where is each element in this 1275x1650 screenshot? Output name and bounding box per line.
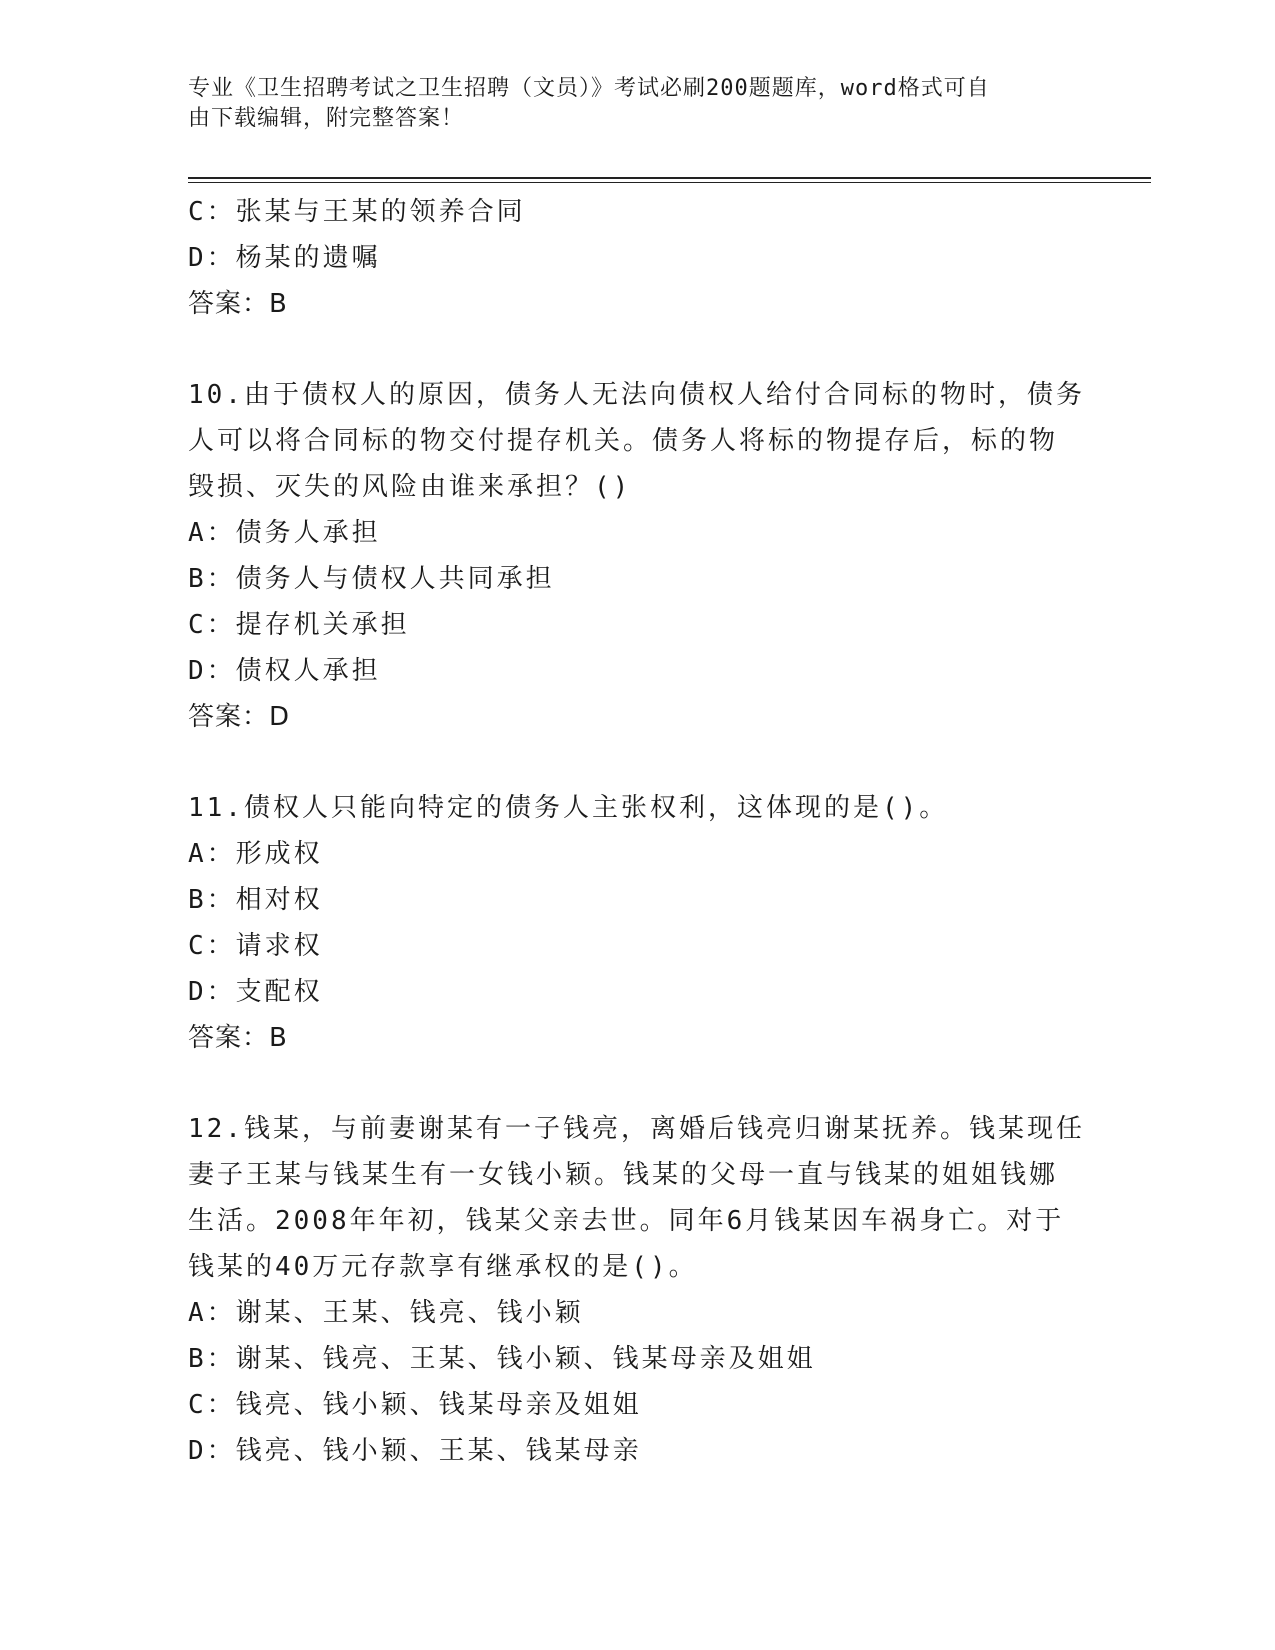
answer: 答案：B bbox=[188, 289, 288, 319]
question-stem-line: 妻子王某与钱某生有一女钱小颖。钱某的父母一直与钱某的姐姐钱娜 bbox=[188, 1160, 1059, 1190]
option-b: B：债务人与债权人共同承担 bbox=[188, 564, 555, 594]
answer: 答案：D bbox=[188, 702, 291, 732]
option-c: C：提存机关承担 bbox=[188, 610, 410, 640]
option-d: D：杨某的遗嘱 bbox=[188, 243, 381, 273]
spacer bbox=[188, 1061, 1088, 1106]
option-a: A：债务人承担 bbox=[188, 518, 381, 548]
option-c: C：钱亮、钱小颖、钱某母亲及姐姐 bbox=[188, 1390, 642, 1420]
question-9 bbox=[188, 189, 1088, 327]
question-stem-line: 毁损、灭失的风险由谁来承担？() bbox=[188, 472, 632, 502]
header-divider-thin bbox=[188, 182, 1151, 183]
option-b: B：谢某、钱亮、王某、钱小颖、钱某母亲及姐姐 bbox=[188, 1344, 816, 1374]
question-list bbox=[188, 189, 1088, 1474]
question-stem-line: 12.钱某，与前妻谢某有一子钱亮，离婚后钱亮归谢某抚养。钱某现任 bbox=[188, 1114, 1085, 1144]
option-c: C：张某与王某的领养合同 bbox=[188, 197, 526, 227]
option-a: A：形成权 bbox=[188, 839, 323, 869]
question-stem-line: 人可以将合同标的物交付提存机关。债务人将标的物提存后，标的物 bbox=[188, 426, 1059, 456]
question-10 bbox=[188, 372, 1088, 740]
spacer bbox=[188, 327, 1088, 372]
option-d: D：债权人承担 bbox=[188, 656, 381, 686]
header-line-1: 专业《卫生招聘考试之卫生招聘（文员）》考试必刷200题题库，word格式可自 bbox=[188, 76, 990, 101]
option-c: C：请求权 bbox=[188, 931, 323, 961]
document-header bbox=[188, 74, 1068, 134]
question-stem-line: 钱某的40万元存款享有继承权的是()。 bbox=[188, 1252, 698, 1282]
spacer bbox=[188, 740, 1088, 785]
header-line-2: 由下载编辑，附完整答案！ bbox=[188, 106, 465, 131]
option-d: D：钱亮、钱小颖、王某、钱某母亲 bbox=[188, 1436, 642, 1466]
question-stem-line: 11.债权人只能向特定的债务人主张权利，这体现的是()。 bbox=[188, 793, 949, 823]
header-divider-thick bbox=[188, 177, 1151, 179]
question-12 bbox=[188, 1106, 1088, 1474]
answer: 答案：B bbox=[188, 1023, 288, 1053]
question-stem-line: 生活。2008年年初，钱某父亲去世。同年6月钱某因车祸身亡。对于 bbox=[188, 1206, 1065, 1236]
question-stem-line: 10.由于债权人的原因，债务人无法向债权人给付合同标的物时，债务 bbox=[188, 380, 1085, 410]
option-a: A：谢某、王某、钱亮、钱小颖 bbox=[188, 1298, 584, 1328]
option-d: D：支配权 bbox=[188, 977, 323, 1007]
option-b: B：相对权 bbox=[188, 885, 323, 915]
question-11 bbox=[188, 785, 1088, 1061]
